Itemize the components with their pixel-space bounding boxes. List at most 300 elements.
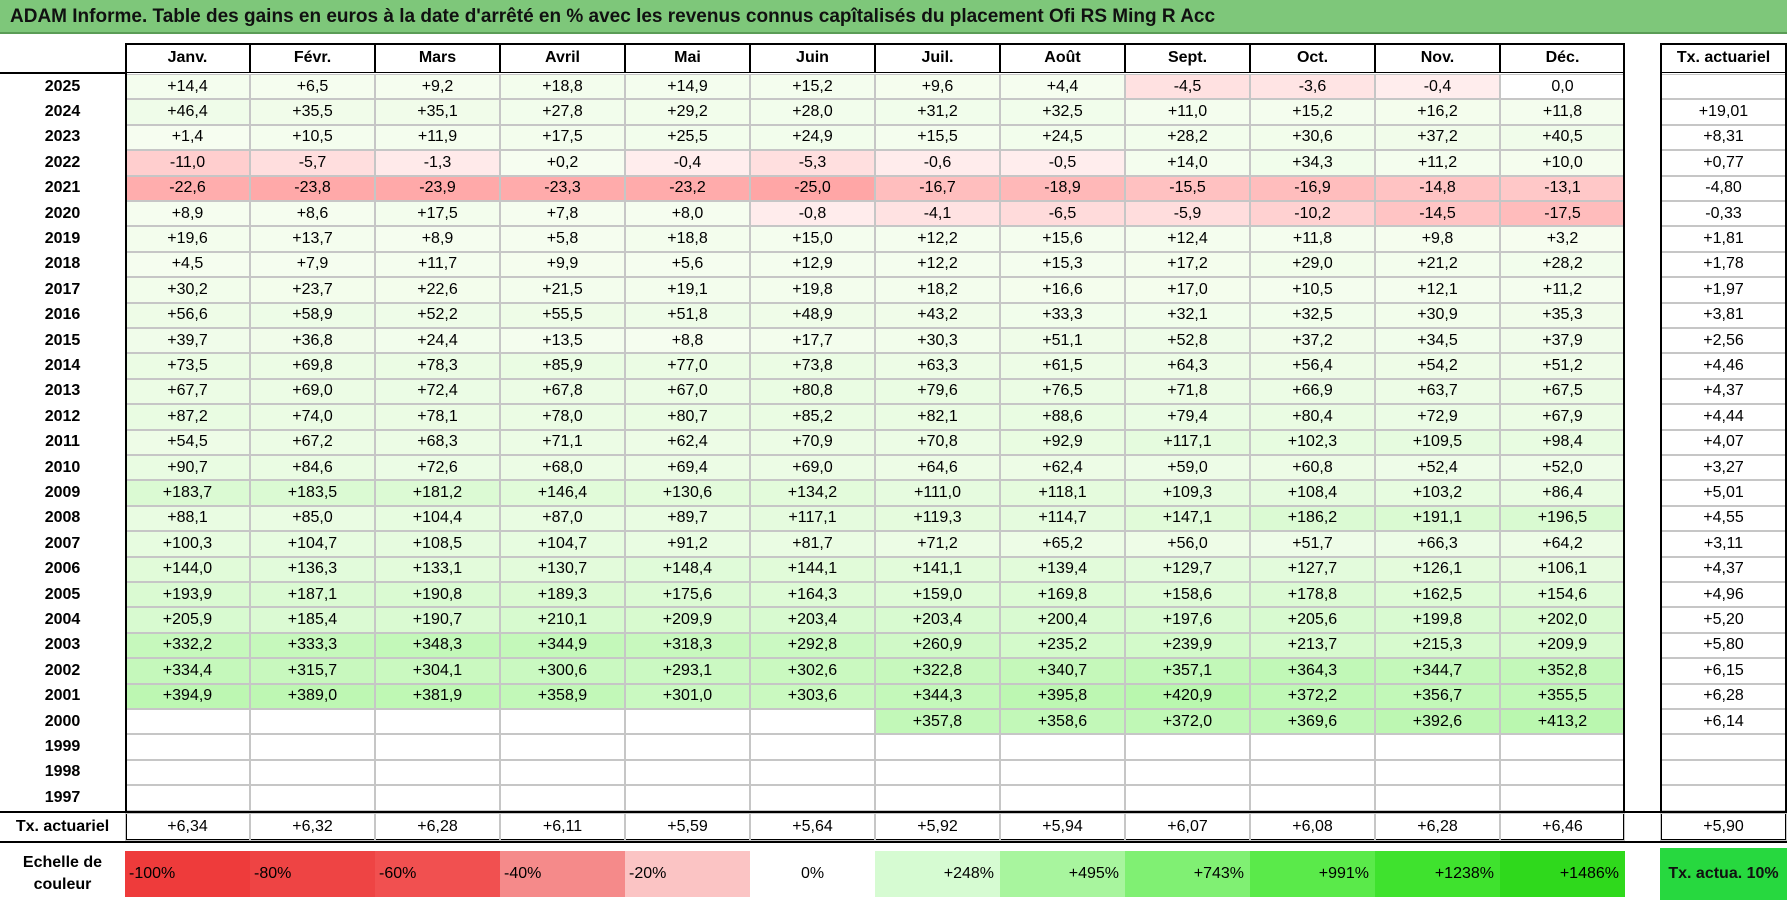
scale-swatch: +1486% <box>1500 851 1625 897</box>
table-cell: -5,9 <box>1125 201 1250 226</box>
table-cell: +69,8 <box>250 353 375 378</box>
table-cell: +56,6 <box>125 303 250 328</box>
table-cell: +100,3 <box>125 531 250 556</box>
table-cell <box>250 785 375 810</box>
table-cell: +85,0 <box>250 506 375 531</box>
table-cell: +51,2 <box>1500 353 1625 378</box>
table-cell: +15,0 <box>750 226 875 251</box>
table-cell: +79,4 <box>1125 404 1250 429</box>
table-cell: +364,3 <box>1250 658 1375 683</box>
table-cell: +30,9 <box>1375 303 1500 328</box>
table-cell: +348,3 <box>375 633 500 658</box>
table-cell: +108,5 <box>375 531 500 556</box>
table-cell: +126,1 <box>1375 557 1500 582</box>
table-cell: +358,6 <box>1000 709 1125 734</box>
footer-tx-value: +6,11 <box>500 813 625 841</box>
table-cell: +11,0 <box>1125 99 1250 124</box>
table-cell: +90,7 <box>125 455 250 480</box>
scale-swatch: -60% <box>375 851 500 897</box>
table-cell: +420,9 <box>1125 684 1250 709</box>
table-cell: +55,5 <box>500 303 625 328</box>
table-cell: +108,4 <box>1250 480 1375 505</box>
table-cell: +89,7 <box>625 506 750 531</box>
table-cell <box>625 785 750 810</box>
table-cell <box>125 785 250 810</box>
year-label: 2000 <box>44 712 81 730</box>
table-cell: +69,0 <box>750 455 875 480</box>
row-tx-actuariel: -0,33 <box>1660 201 1787 226</box>
table-cell: +30,3 <box>875 328 1000 353</box>
table-cell: +260,9 <box>875 633 1000 658</box>
month-header: Sept. <box>1125 43 1250 73</box>
table-cell: +54,2 <box>1375 353 1500 378</box>
table-cell: +15,2 <box>1250 99 1375 124</box>
table-cell: +413,2 <box>1500 709 1625 734</box>
table-cell: +32,1 <box>1125 303 1250 328</box>
table-cell: +31,2 <box>875 99 1000 124</box>
table-cell: -14,8 <box>1375 176 1500 201</box>
row-tx-actuariel: +5,20 <box>1660 607 1787 632</box>
table-cell: +98,4 <box>1500 430 1625 455</box>
table-cell: +318,3 <box>625 633 750 658</box>
table-cell: +395,8 <box>1000 684 1125 709</box>
table-cell: +67,5 <box>1500 379 1625 404</box>
year-label: 2001 <box>44 687 81 705</box>
table-cell: +158,6 <box>1125 582 1250 607</box>
table-cell: +34,5 <box>1375 328 1500 353</box>
table-cell <box>1500 785 1625 810</box>
table-cell: +209,9 <box>625 607 750 632</box>
month-header: Mars <box>375 43 500 73</box>
table-cell <box>1125 785 1250 810</box>
footer-tx-value: +5,92 <box>875 813 1000 841</box>
table-cell <box>375 734 500 759</box>
table-cell: +146,4 <box>500 480 625 505</box>
table-cell <box>875 734 1000 759</box>
table-cell: +21,5 <box>500 277 625 302</box>
table-cell: +9,2 <box>375 74 500 99</box>
year-label: 2016 <box>44 306 81 324</box>
row-tx-actuariel: +5,80 <box>1660 633 1787 658</box>
table-cell: +34,3 <box>1250 150 1375 175</box>
table-cell: +114,7 <box>1000 506 1125 531</box>
table-cell: +12,9 <box>750 252 875 277</box>
scale-label: Echelle de couleur <box>22 854 103 893</box>
row-tx-actuariel: +4,44 <box>1660 404 1787 429</box>
table-cell <box>125 709 250 734</box>
scale-swatch: +743% <box>1125 851 1250 897</box>
table-cell: +159,0 <box>875 582 1000 607</box>
table-cell: +18,8 <box>500 74 625 99</box>
table-cell: +68,0 <box>500 455 625 480</box>
table-cell: +88,1 <box>125 506 250 531</box>
table-cell: +5,6 <box>625 252 750 277</box>
table-cell <box>250 709 375 734</box>
table-cell: +17,2 <box>1125 252 1250 277</box>
table-cell: +178,8 <box>1250 582 1375 607</box>
table-cell: +72,6 <box>375 455 500 480</box>
table-cell: +29,0 <box>1250 252 1375 277</box>
table-cell: +80,8 <box>750 379 875 404</box>
table-cell: +80,4 <box>1250 404 1375 429</box>
table-cell: +147,1 <box>1125 506 1250 531</box>
table-cell: +91,2 <box>625 531 750 556</box>
table-cell: +51,7 <box>1250 531 1375 556</box>
row-tx-actuariel: +1,78 <box>1660 252 1787 277</box>
table-cell: +0,2 <box>500 150 625 175</box>
row-tx-actuariel: +19,01 <box>1660 99 1787 124</box>
table-cell <box>1000 760 1125 785</box>
table-cell: +11,2 <box>1500 277 1625 302</box>
year-label: 2008 <box>44 509 81 527</box>
table-cell: +11,9 <box>375 125 500 150</box>
table-cell <box>250 734 375 759</box>
year-label: 1997 <box>44 788 81 806</box>
scale-swatch: 0% <box>750 851 875 897</box>
table-cell <box>1500 734 1625 759</box>
table-cell: +67,8 <box>500 379 625 404</box>
scale-swatch: -80% <box>250 851 375 897</box>
table-cell: +7,8 <box>500 201 625 226</box>
table-cell: +19,8 <box>750 277 875 302</box>
table-cell: +13,5 <box>500 328 625 353</box>
table-cell: +8,9 <box>375 226 500 251</box>
table-cell: +22,6 <box>375 277 500 302</box>
table-cell: +12,2 <box>875 226 1000 251</box>
year-label: 2018 <box>44 255 81 273</box>
table-cell <box>500 734 625 759</box>
table-cell: +66,3 <box>1375 531 1500 556</box>
table-cell: -23,3 <box>500 176 625 201</box>
table-cell: +130,6 <box>625 480 750 505</box>
table-cell: +92,9 <box>1000 430 1125 455</box>
table-cell: +189,3 <box>500 582 625 607</box>
table-cell: +28,2 <box>1125 125 1250 150</box>
table-cell: +78,0 <box>500 404 625 429</box>
table-cell: +104,7 <box>250 531 375 556</box>
table-cell: +67,9 <box>1500 404 1625 429</box>
table-cell: -15,5 <box>1125 176 1250 201</box>
table-cell: +352,8 <box>1500 658 1625 683</box>
row-tx-actuariel <box>1660 760 1787 785</box>
table-cell: +64,3 <box>1125 353 1250 378</box>
month-header: Mai <box>625 43 750 73</box>
page-title: ADAM Informe. Table des gains en euros à la date d'arrêté en % avec les revenus connus capîtalisés du placement Ofi RS Ming R Acc <box>0 0 1787 34</box>
table-cell: +62,4 <box>1000 455 1125 480</box>
table-cell: +117,1 <box>1125 430 1250 455</box>
row-tx-actuariel: +4,46 <box>1660 353 1787 378</box>
table-cell: +15,2 <box>750 74 875 99</box>
table-cell: +193,9 <box>125 582 250 607</box>
table-cell: -3,6 <box>1250 74 1375 99</box>
table-cell: +118,1 <box>1000 480 1125 505</box>
table-cell: +28,2 <box>1500 252 1625 277</box>
table-cell: +36,8 <box>250 328 375 353</box>
row-tx-actuariel: +3,11 <box>1660 531 1787 556</box>
row-tx-actuariel: +4,55 <box>1660 506 1787 531</box>
table-cell: +104,4 <box>375 506 500 531</box>
table-cell: +292,8 <box>750 633 875 658</box>
tx-header: Tx. actuariel <box>1660 43 1787 73</box>
table-cell: +27,8 <box>500 99 625 124</box>
table-cell <box>1250 760 1375 785</box>
table-cell: +14,9 <box>625 74 750 99</box>
table-cell: +129,7 <box>1125 557 1250 582</box>
table-cell <box>750 785 875 810</box>
table-cell: +40,5 <box>1500 125 1625 150</box>
table-cell: +70,8 <box>875 430 1000 455</box>
footer-tx-value: +6,07 <box>1125 813 1250 841</box>
table-cell: +333,3 <box>250 633 375 658</box>
table-cell: +4,4 <box>1000 74 1125 99</box>
scale-tx-swatch: Tx. actua. 10% <box>1660 848 1787 900</box>
table-cell: +25,5 <box>625 125 750 150</box>
table-cell: +63,7 <box>1375 379 1500 404</box>
table-cell: +394,9 <box>125 684 250 709</box>
table-cell: +71,2 <box>875 531 1000 556</box>
table-cell: +85,2 <box>750 404 875 429</box>
table-cell: +74,0 <box>250 404 375 429</box>
table-cell <box>750 760 875 785</box>
table-cell: +33,3 <box>1000 303 1125 328</box>
table-cell: +32,5 <box>1250 303 1375 328</box>
table-cell: +67,2 <box>250 430 375 455</box>
table-cell: +355,5 <box>1500 684 1625 709</box>
table-cell: +19,6 <box>125 226 250 251</box>
row-tx-actuariel: +6,15 <box>1660 658 1787 683</box>
table-cell: +69,0 <box>250 379 375 404</box>
table-cell: +14,4 <box>125 74 250 99</box>
table-cell: +358,9 <box>500 684 625 709</box>
table-cell: +300,6 <box>500 658 625 683</box>
table-cell <box>1250 785 1375 810</box>
table-cell: +70,9 <box>750 430 875 455</box>
year-label: 2014 <box>44 357 81 375</box>
row-tx-actuariel: +5,01 <box>1660 480 1787 505</box>
table-cell: +239,9 <box>1125 633 1250 658</box>
table-cell <box>500 709 625 734</box>
table-cell: +67,7 <box>125 379 250 404</box>
row-tx-actuariel: +1,81 <box>1660 226 1787 251</box>
table-cell: +17,0 <box>1125 277 1250 302</box>
table-cell: +205,9 <box>125 607 250 632</box>
footer-bottom-rule <box>0 841 1787 843</box>
footer-tx-value: +5,59 <box>625 813 750 841</box>
table-cell: +389,0 <box>250 684 375 709</box>
table-cell: -0,4 <box>625 150 750 175</box>
table-cell: +213,7 <box>1250 633 1375 658</box>
table-cell: +235,2 <box>1000 633 1125 658</box>
table-cell: +205,6 <box>1250 607 1375 632</box>
footer-tx-value: +6,46 <box>1500 813 1625 841</box>
table-cell: +356,7 <box>1375 684 1500 709</box>
table-cell <box>1375 760 1500 785</box>
year-label: 1998 <box>44 763 81 781</box>
row-tx-actuariel: +0,77 <box>1660 150 1787 175</box>
table-cell: +190,8 <box>375 582 500 607</box>
table-cell: +106,1 <box>1500 557 1625 582</box>
month-header: Août <box>1000 43 1125 73</box>
table-cell: +63,3 <box>875 353 1000 378</box>
table-cell: -25,0 <box>750 176 875 201</box>
table-cell: +24,5 <box>1000 125 1125 150</box>
row-tx-actuariel: +4,37 <box>1660 557 1787 582</box>
table-cell: +392,6 <box>1375 709 1500 734</box>
table-cell: -0,6 <box>875 150 1000 175</box>
table-cell: +66,9 <box>1250 379 1375 404</box>
row-tx-actuariel: +8,31 <box>1660 125 1787 150</box>
footer-tx-value: +6,34 <box>125 813 250 841</box>
year-label: 2004 <box>44 611 81 629</box>
month-header: Déc. <box>1500 43 1625 73</box>
row-tx-actuariel: +1,97 <box>1660 277 1787 302</box>
table-cell: +136,3 <box>250 557 375 582</box>
table-cell <box>125 734 250 759</box>
table-cell: +109,5 <box>1375 430 1500 455</box>
table-cell <box>625 709 750 734</box>
table-cell: +334,4 <box>125 658 250 683</box>
table-cell: +381,9 <box>375 684 500 709</box>
table-cell: +59,0 <box>1125 455 1250 480</box>
table-cell: +76,5 <box>1000 379 1125 404</box>
year-label: 2009 <box>44 484 81 502</box>
table-cell: +304,1 <box>375 658 500 683</box>
table-cell: +37,2 <box>1375 125 1500 150</box>
scale-swatch: +1238% <box>1375 851 1500 897</box>
year-label: 2007 <box>44 534 81 552</box>
year-label: 2020 <box>44 204 81 222</box>
table-cell: +16,6 <box>1000 277 1125 302</box>
year-label: 2010 <box>44 458 81 476</box>
table-cell: +19,1 <box>625 277 750 302</box>
month-header: Nov. <box>1375 43 1500 73</box>
table-cell: -14,5 <box>1375 201 1500 226</box>
table-cell: +181,2 <box>375 480 500 505</box>
table-cell: -16,9 <box>1250 176 1375 201</box>
table-cell: -18,9 <box>1000 176 1125 201</box>
table-cell <box>875 760 1000 785</box>
year-label: 2011 <box>45 433 80 451</box>
table-cell <box>750 734 875 759</box>
scale-swatch: -40% <box>500 851 625 897</box>
table-cell: -17,5 <box>1500 201 1625 226</box>
table-cell <box>500 785 625 810</box>
table-cell: -1,3 <box>375 150 500 175</box>
table-cell: +10,5 <box>250 125 375 150</box>
table-cell <box>1125 734 1250 759</box>
table-cell: -0,8 <box>750 201 875 226</box>
year-label: 2015 <box>44 331 81 349</box>
table-cell: +30,2 <box>125 277 250 302</box>
table-cell: -23,8 <box>250 176 375 201</box>
table-cell: +60,8 <box>1250 455 1375 480</box>
table-cell: +130,7 <box>500 557 625 582</box>
table-cell: +102,3 <box>1250 430 1375 455</box>
table-cell: +71,8 <box>1125 379 1250 404</box>
table-cell: +52,2 <box>375 303 500 328</box>
table-cell: +15,5 <box>875 125 1000 150</box>
footer-tx-value: +6,32 <box>250 813 375 841</box>
table-cell: +11,8 <box>1500 99 1625 124</box>
table-cell: +17,7 <box>750 328 875 353</box>
table-cell: -6,5 <box>1000 201 1125 226</box>
table-cell <box>500 760 625 785</box>
table-cell <box>1000 734 1125 759</box>
table-cell: +52,0 <box>1500 455 1625 480</box>
table-cell: +7,9 <box>250 252 375 277</box>
table-cell: +72,9 <box>1375 404 1500 429</box>
scale-swatch: -100% <box>125 851 250 897</box>
table-cell: +64,2 <box>1500 531 1625 556</box>
table-cell: +196,5 <box>1500 506 1625 531</box>
table-cell: +139,4 <box>1000 557 1125 582</box>
table-cell: -0,5 <box>1000 150 1125 175</box>
table-cell: +162,5 <box>1375 582 1500 607</box>
table-cell: +54,5 <box>125 430 250 455</box>
table-cell <box>625 734 750 759</box>
table-cell: +32,5 <box>1000 99 1125 124</box>
table-cell: +119,3 <box>875 506 1000 531</box>
table-cell <box>1000 785 1125 810</box>
table-cell: +12,2 <box>875 252 1000 277</box>
table-cell: +5,8 <box>500 226 625 251</box>
table-cell: +18,8 <box>625 226 750 251</box>
footer-tx-value: +5,94 <box>1000 813 1125 841</box>
table-cell <box>1500 760 1625 785</box>
table-cell: +56,4 <box>1250 353 1375 378</box>
row-tx-actuariel: +4,96 <box>1660 582 1787 607</box>
table-cell: +357,8 <box>875 709 1000 734</box>
table-cell: +29,2 <box>625 99 750 124</box>
footer-tx-value: +6,28 <box>1375 813 1500 841</box>
table-cell: +215,3 <box>1375 633 1500 658</box>
row-tx-actuariel <box>1660 74 1787 99</box>
year-label: 2019 <box>44 230 81 248</box>
table-cell <box>1250 734 1375 759</box>
table-cell: +28,0 <box>750 99 875 124</box>
table-cell: +24,4 <box>375 328 500 353</box>
table-cell: +4,5 <box>125 252 250 277</box>
row-tx-actuariel: +6,14 <box>1660 709 1787 734</box>
table-cell: +302,6 <box>750 658 875 683</box>
month-header: Oct. <box>1250 43 1375 73</box>
row-tx-actuariel: +2,56 <box>1660 328 1787 353</box>
table-cell: +14,0 <box>1125 150 1250 175</box>
table-cell: +17,5 <box>500 125 625 150</box>
table-cell: +77,0 <box>625 353 750 378</box>
table-cell: +144,1 <box>750 557 875 582</box>
table-cell: +58,9 <box>250 303 375 328</box>
table-cell: -5,7 <box>250 150 375 175</box>
table-cell: +183,7 <box>125 480 250 505</box>
table-cell: +37,9 <box>1500 328 1625 353</box>
table-cell: +78,1 <box>375 404 500 429</box>
table-cell: +109,3 <box>1125 480 1250 505</box>
table-cell: +190,7 <box>375 607 500 632</box>
row-tx-actuariel: +3,27 <box>1660 455 1787 480</box>
year-label: 2006 <box>44 560 81 578</box>
year-label: 2024 <box>44 103 81 121</box>
year-label: 2002 <box>44 661 81 679</box>
table-cell: +203,4 <box>875 607 1000 632</box>
table-cell: +87,0 <box>500 506 625 531</box>
table-cell: +88,6 <box>1000 404 1125 429</box>
table-cell: +68,3 <box>375 430 500 455</box>
table-cell: +322,8 <box>875 658 1000 683</box>
table-cell: +293,1 <box>625 658 750 683</box>
table-cell: +11,2 <box>1375 150 1500 175</box>
header-rule <box>0 72 125 74</box>
